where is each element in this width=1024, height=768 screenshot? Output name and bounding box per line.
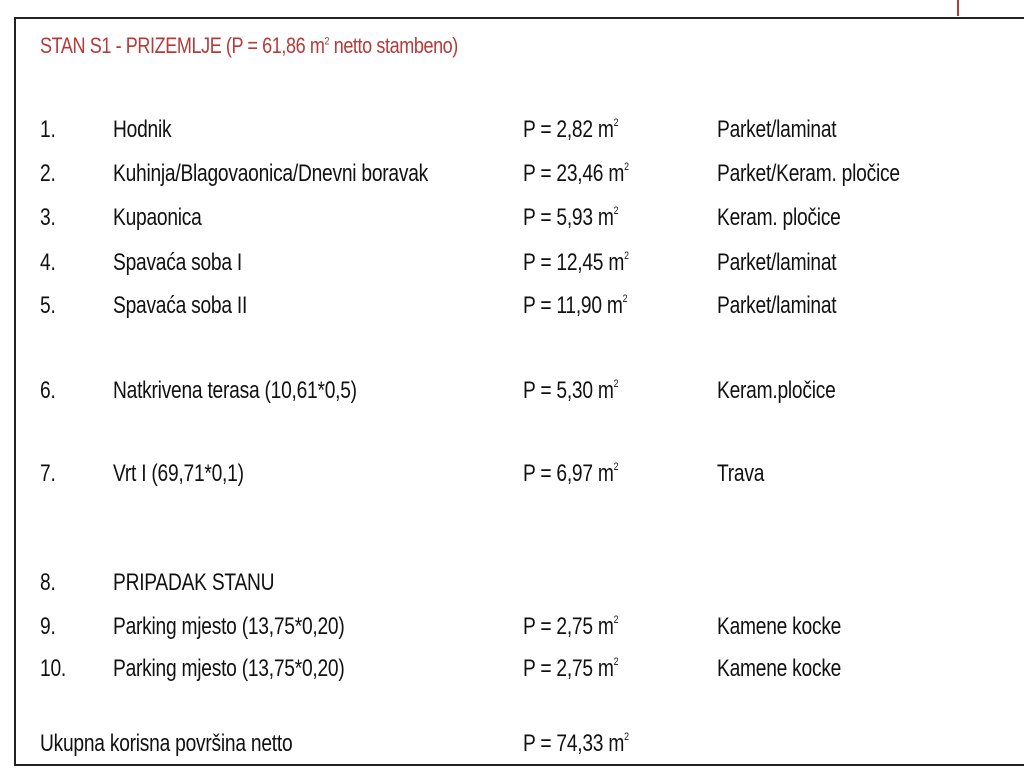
room-area-sup: 2: [613, 656, 619, 668]
room-area-value: P = 11,90 m: [523, 292, 623, 319]
room-number: 9.: [40, 613, 56, 640]
room-flooring: Parket/Keram. pločice: [717, 160, 900, 187]
room-name: Natkrivena terasa (10,61*0,5): [113, 377, 357, 404]
room-name: Kupaonica: [113, 204, 202, 231]
room-number: 2.: [40, 160, 56, 187]
room-flooring: Keram. pločice: [717, 204, 841, 231]
room-flooring: Keram.pločice: [717, 377, 836, 404]
room-number: 6.: [40, 377, 56, 404]
room-name: Spavaća soba I: [113, 249, 242, 276]
room-area-sup: 2: [624, 161, 629, 173]
room-area-value: P = 5,93 m: [523, 204, 614, 231]
room-name: Vrt I (69,71*0,1): [113, 460, 244, 487]
room-area-value: P = 2,82 m: [523, 116, 614, 143]
room-area-value: P = 12,45 m: [523, 249, 625, 276]
room-area: [523, 612, 618, 642]
room-area: [523, 159, 629, 189]
room-area-sup: 2: [613, 378, 619, 390]
title-suffix: netto stambeno): [329, 33, 458, 58]
room-area-sup: 2: [613, 205, 619, 217]
room-area-sup: 2: [613, 117, 619, 129]
room-flooring: Kamene kocke: [717, 613, 842, 640]
room-area: [523, 291, 627, 321]
room-area: [523, 115, 618, 145]
total-area-value: P = 74,33 m: [523, 730, 625, 757]
room-number: 7.: [40, 460, 56, 487]
room-area-value: P = 6,97 m: [523, 460, 614, 487]
room-number: 4.: [40, 249, 56, 276]
room-name: Spavaća soba II: [113, 292, 248, 319]
room-area-value: P = 2,75 m: [523, 613, 614, 640]
total-label: Ukupna korisna površina netto: [40, 730, 293, 757]
room-area-value: P = 2,75 m: [523, 655, 614, 682]
room-name: Hodnik: [113, 116, 172, 143]
room-area: [523, 654, 618, 684]
room-name: Parking mjesto (13,75*0,20): [113, 613, 345, 640]
section-heading: PRIPADAK STANU: [113, 569, 275, 596]
title-sup: 2: [324, 35, 330, 48]
room-flooring: Parket/laminat: [717, 249, 837, 276]
room-number: 10.: [40, 655, 66, 682]
room-number: 8.: [40, 569, 56, 596]
room-area-value: P = 23,46 m: [523, 160, 625, 187]
room-area-sup: 2: [624, 250, 629, 262]
room-name: Parking mjesto (13,75*0,20): [113, 655, 345, 682]
room-number: 5.: [40, 292, 56, 319]
title-prefix: STAN S1 - PRIZEMLJE (P = 61,86 m: [40, 33, 325, 58]
room-number: 3.: [40, 204, 56, 231]
room-area-sup: 2: [622, 293, 628, 305]
total-area-sup: 2: [624, 731, 629, 743]
total-area: [523, 729, 629, 759]
room-area: [523, 203, 618, 233]
room-area: [523, 376, 618, 406]
room-area: [523, 459, 618, 489]
room-area-sup: 2: [613, 461, 619, 473]
room-flooring: Parket/laminat: [717, 116, 837, 143]
room-area-value: P = 5,30 m: [523, 377, 614, 404]
room-area-sup: 2: [613, 614, 619, 626]
room-number: 1.: [40, 116, 56, 143]
room-flooring: Trava: [717, 460, 765, 487]
room-flooring: Parket/laminat: [717, 292, 837, 319]
room-name: Kuhinja/Blagovaonica/Dnevni boravak: [113, 160, 429, 187]
document-title: [40, 33, 458, 59]
corner-mark: [957, 0, 959, 16]
room-flooring: Kamene kocke: [717, 655, 842, 682]
room-area: [523, 248, 629, 278]
